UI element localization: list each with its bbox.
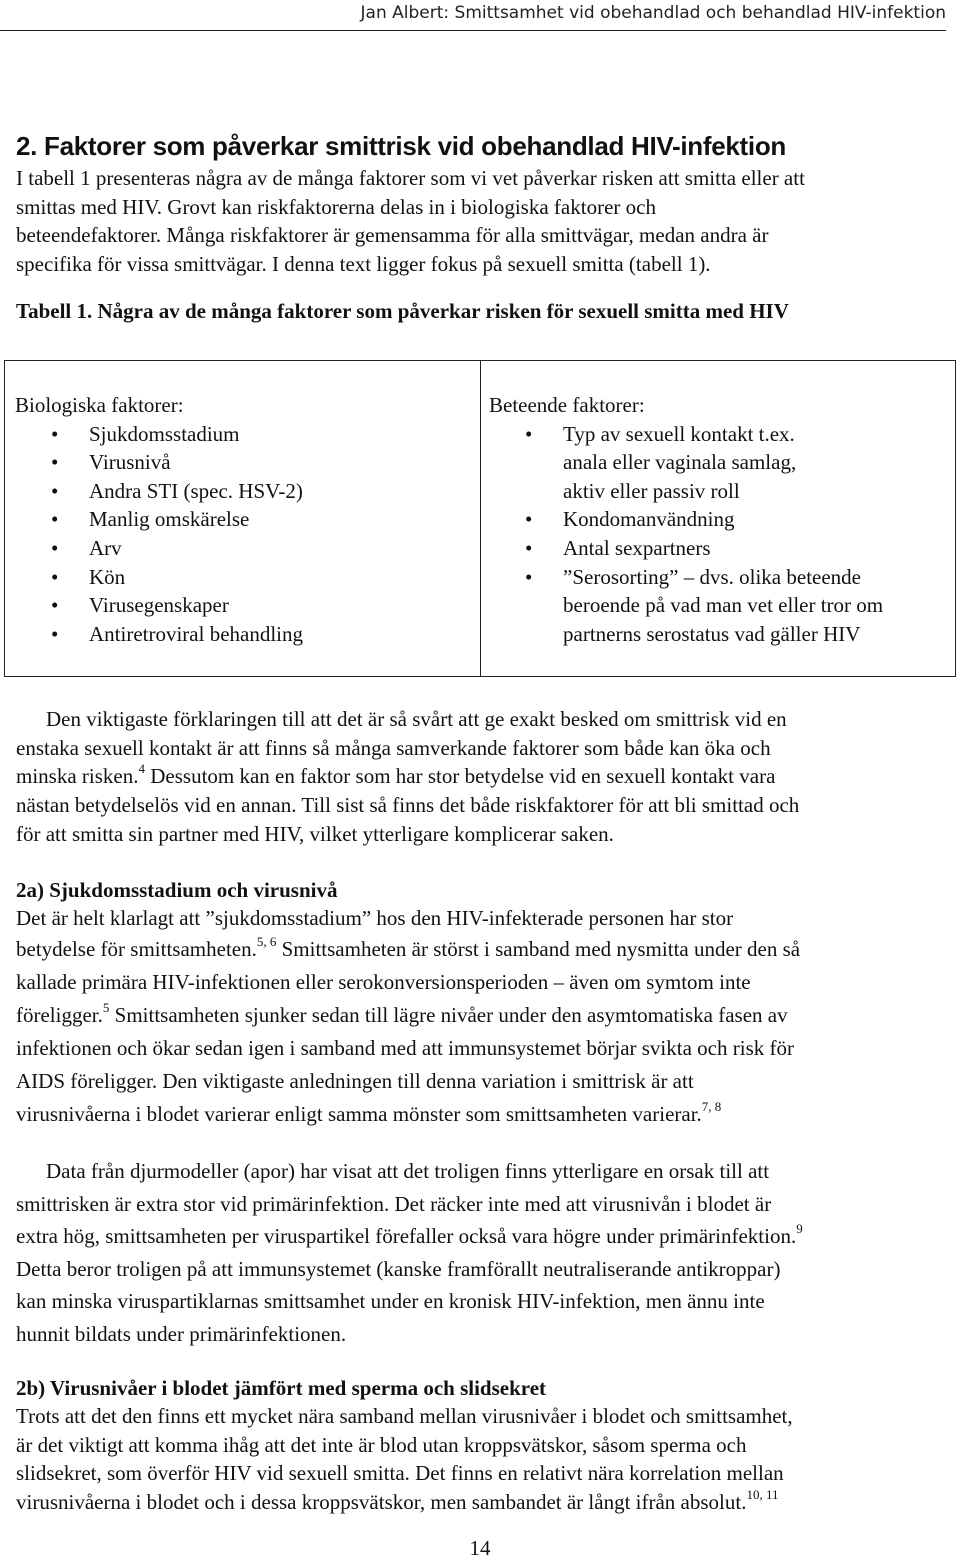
text-line: AIDS föreligger. Den viktigaste anledningen till denna variation i smittrisk är att xyxy=(16,1068,694,1093)
reference-marker: 5, 6 xyxy=(256,933,277,949)
text-line: kallade primära HIV-infektionen eller serokonversionsperioden – även om symtom inte xyxy=(16,969,751,994)
table-caption: Tabell 1. Några av de många faktorer som påverkar risken för sexuell smitta med HIV xyxy=(16,298,789,323)
text-span: virusnivåerna i blodet varierar enligt samma mönster som smittsamheten varierar. xyxy=(16,1101,702,1126)
text-span: extra hög, smittsamheten per viruspartikel förefaller också vara högre under primärinfektion. xyxy=(16,1224,797,1248)
list-item-continuation: anala eller vaginala samlag, xyxy=(563,450,797,475)
list-item: • ”Serosorting” – dvs. olika beteende xyxy=(489,563,955,592)
reference-marker: 9 xyxy=(796,1221,803,1236)
section-2a xyxy=(16,876,952,1131)
factor-table xyxy=(4,360,956,677)
text-line: Den viktigaste förklaringen till att det är så svårt att ge exakt besked om smittrisk vid en xyxy=(46,707,787,731)
text-line: infektionen och ökar sedan igen i samband med att immunsystemet börjar svikta och risk för xyxy=(16,1035,794,1060)
list-item: • Typ av sexuell kontakt t.ex. xyxy=(489,420,955,449)
text-line xyxy=(16,1098,952,1131)
biological-factors-title: Biologiska faktorer: xyxy=(15,393,184,417)
text-span: minska risken. xyxy=(16,764,139,789)
text-span: betydelse för smittsamheten. xyxy=(16,936,257,961)
text-line: nästan betydelselös vid en annan. Till sist så finns det både riskfaktorer för att bli smittad och xyxy=(16,793,800,818)
behavioral-factors-list xyxy=(489,420,955,649)
text-line: Detta beror troligen på att immunsystemet (kanske framförallt neutraliserande antikroppar) xyxy=(16,1256,781,1281)
subsection-heading: 2a) Sjukdomsstadium och virusnivå xyxy=(16,878,338,902)
section-heading: 2. Faktorer som påverkar smittrisk vid obehandlad HIV-infektion xyxy=(16,131,787,161)
list-item-continuation: partnerns serostatus vad gäller HIV xyxy=(563,621,861,646)
list-item: • Antal sexpartners xyxy=(489,534,955,563)
intro-line: I tabell 1 presenteras några av de många faktorer som vi vet påverkar risken att smitta eller att xyxy=(16,166,805,190)
text-line xyxy=(16,1488,952,1517)
reference-marker: 7, 8 xyxy=(701,1098,722,1114)
paragraph-animal-models xyxy=(16,1155,952,1350)
text-line: Data från djurmodeller (apor) har visat att det troligen finns ytterligare en orsak till att xyxy=(46,1159,770,1183)
intro-line: smittas med HIV. Grovt kan riskfaktorerna delas in i biologiska faktorer och xyxy=(16,194,656,219)
list-item: • Andra STI (spec. HSV-2) xyxy=(15,477,480,506)
text-line xyxy=(16,933,952,966)
text-line xyxy=(16,762,952,791)
intro-line: beteendefaktorer. Många riskfaktorer är gemensamma för alla smittvägar, medan andra är xyxy=(16,223,769,248)
running-header: Jan Albert: Smittsamhet vid obehandlad och behandlad HIV-infektion xyxy=(0,0,946,31)
section-2 xyxy=(16,128,952,326)
reference-marker: 4 xyxy=(138,761,145,777)
text-line: för att smitta sin partner med HIV, vilket ytterligare komplicerar saken. xyxy=(16,821,614,846)
list-item-continuation: aktiv eller passiv roll xyxy=(563,478,740,503)
biological-factors-column xyxy=(5,361,481,676)
text-line: Det är helt klarlagt att ”sjukdomsstadium” hos den HIV-infekterade personen har stor xyxy=(16,906,734,930)
behavioral-factors-column xyxy=(481,361,955,676)
text-line xyxy=(16,999,952,1032)
text-span: Smittsamheten sjunker sedan till lägre nivåer under den asymtomatiska fasen av xyxy=(109,1002,788,1027)
text-line xyxy=(16,1220,952,1253)
section-2b xyxy=(16,1374,952,1517)
text-line: Trots att det den finns ett mycket nära samband mellan virusnivåer i blodet och smittsamhet, xyxy=(16,1404,793,1428)
list-item: • Sjukdomsstadium xyxy=(15,420,480,449)
intro-line: specifika för vissa smittvägar. I denna text ligger fokus på sexuell smitta (tabell 1). xyxy=(16,252,711,277)
list-item: • Arv xyxy=(15,534,480,563)
intro-paragraph xyxy=(16,164,952,279)
text-line: kan minska viruspartiklarnas smittsamhet under en kronisk HIV-infektion, men ännu inte xyxy=(16,1289,765,1313)
list-item: • Kön xyxy=(15,563,480,592)
text-line: smittrisken är extra stor vid primärinfektion. Det räcker inte med att virusnivån i blodet är xyxy=(16,1191,772,1216)
paragraph-explanation xyxy=(16,705,952,849)
behavioral-factors-title: Beteende faktorer: xyxy=(489,393,645,417)
text-span: föreligger. xyxy=(16,1002,103,1027)
reference-marker: 10, 11 xyxy=(746,1487,779,1503)
list-item: • Virusnivå xyxy=(15,448,480,477)
reference-marker: 5 xyxy=(102,999,110,1015)
list-item: • Antiretroviral behandling xyxy=(15,620,480,649)
text-span: Dessutom kan en faktor som har stor betydelse vid en sexuell kontakt vara xyxy=(144,764,776,789)
list-item: • Kondomanvändning xyxy=(489,505,955,534)
text-line: enstaka sexuell kontakt är att finns så många samverkande faktorer som både kan öka och xyxy=(16,735,771,760)
text-span: virusnivåerna i blodet och i dessa kroppsvätskor, men sambandet är långt ifrån absolut. xyxy=(16,1490,747,1515)
list-item: • Manlig omskärelse xyxy=(15,505,480,534)
list-item-continuation: beroende på vad man vet eller tror om xyxy=(563,593,884,618)
biological-factors-list xyxy=(15,420,480,649)
subsection-heading: 2b) Virusnivåer i blodet jämfört med sperma och slidsekret xyxy=(16,1376,547,1400)
text-line: är det viktigt att komma ihåg att det inte är blod utan kroppsvätskor, såsom sperma och xyxy=(16,1432,747,1457)
list-item: • Virusegenskaper xyxy=(15,591,480,620)
text-line: hunnit bildats under primärinfektionen. xyxy=(16,1321,347,1346)
text-span: Smittsamheten är störst i samband med nysmitta under den så xyxy=(276,936,801,961)
page-number: 14 xyxy=(469,1536,491,1560)
text-line: slidsekret, som överför HIV vid sexuell smitta. Det finns en relativt nära korrelation mellan xyxy=(16,1461,784,1486)
